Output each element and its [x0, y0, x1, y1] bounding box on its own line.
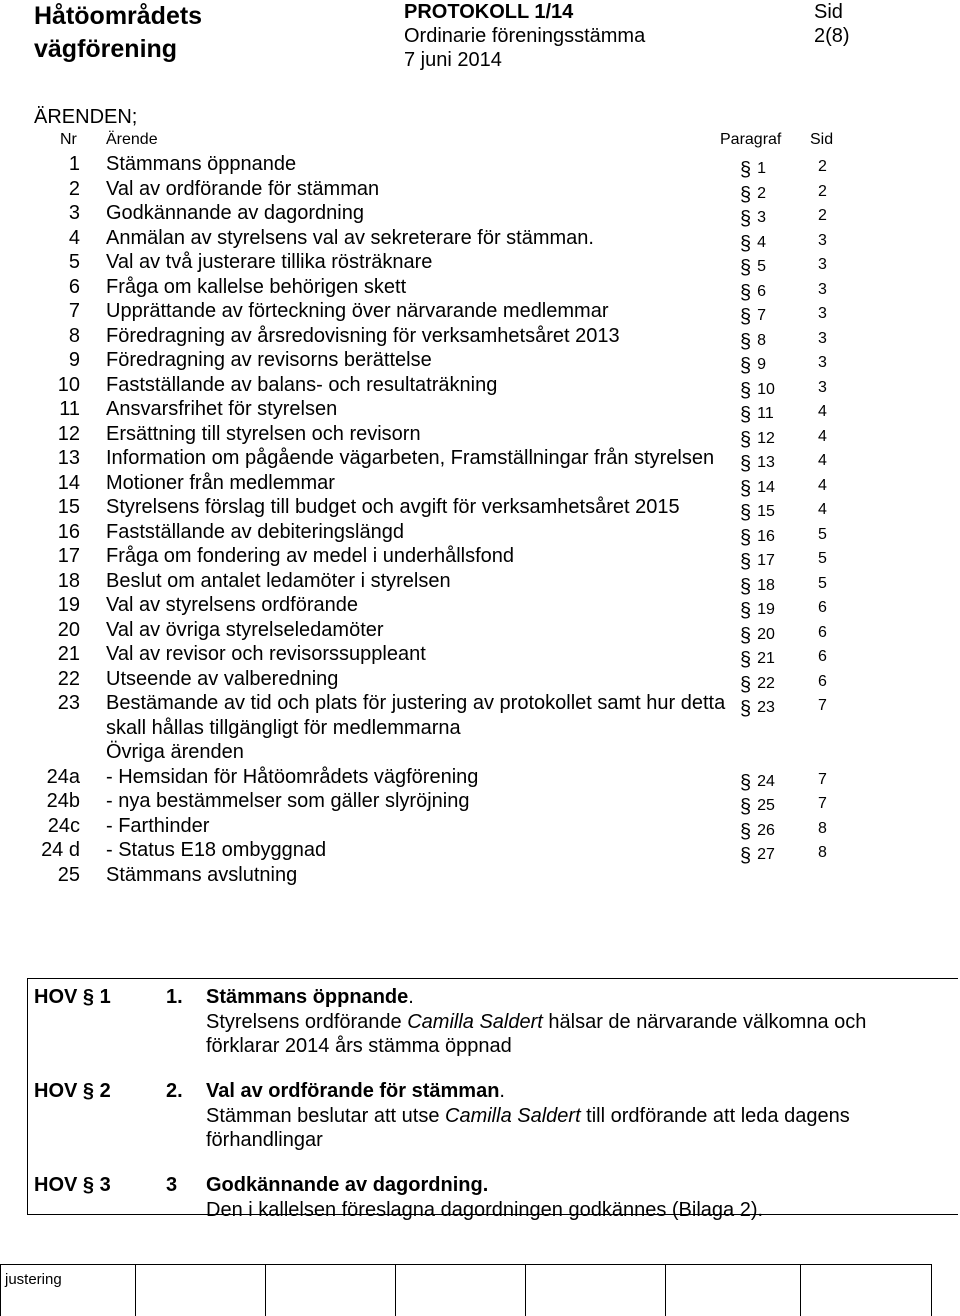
agenda-text: - Hemsidan för Håtöområdets vägförening [106, 765, 479, 788]
agenda-sid: 3 [818, 256, 827, 273]
hov-person-name: Camilla Saldert [445, 1104, 581, 1127]
agenda-nr: 9 [68, 349, 80, 371]
hov-label: HOV § 1 [34, 986, 111, 1008]
footer-justering [0, 1264, 960, 1315]
agenda-sid: 2 [818, 207, 827, 224]
hov-heading: Stämmans öppnande [206, 986, 409, 1008]
agenda-text: Övriga ärenden [106, 741, 244, 763]
paragraf-number: 3 [757, 209, 767, 226]
agenda-text: Föredragning av revisorns berättelse [106, 349, 432, 371]
agenda-sid: 5 [818, 574, 827, 592]
paragraf-number: 13 [757, 454, 775, 471]
agenda-nr: 24b [46, 790, 80, 812]
paragraph-mark: § [740, 355, 752, 377]
agenda-nr: 24c [47, 814, 80, 837]
agenda-nr: 7 [68, 300, 80, 322]
hov-text-a: Den i kallelsen föreslagna dagordningen godkännes (Bilaga 2). [206, 1198, 764, 1221]
agenda-text: Fråga om kallelse behörigen skett [106, 275, 407, 298]
paragraph-mark: § [740, 379, 752, 402]
paragraf-number: 15 [757, 503, 775, 520]
agenda-row [0, 618, 960, 647]
agenda-sid: 3 [818, 378, 827, 396]
agenda-sid: 4 [818, 403, 827, 420]
hov-heading-line [206, 1173, 926, 1198]
protocol-title: PROTOKOLL 1/14 [404, 1, 574, 23]
agenda-nr: 8 [68, 324, 80, 347]
hov-body [206, 985, 926, 1059]
paragraf-number: 6 [757, 282, 767, 300]
paragraf-number: 24 [757, 772, 775, 790]
paragraf-number: 11 [757, 405, 774, 422]
organization-name [34, 0, 202, 66]
paragraph-mark: § [740, 453, 752, 475]
agenda-row [0, 299, 960, 328]
col-nr-header: Nr [60, 131, 77, 148]
protocol-info [404, 0, 645, 72]
paragraf-number: 10 [757, 380, 775, 398]
footer-cell [800, 1264, 932, 1316]
agenda-row [0, 226, 960, 255]
agenda-nr: 24a [46, 765, 80, 788]
agenda-text: Val av ordförande för stämman [106, 177, 380, 200]
agenda-sid: 4 [818, 427, 827, 445]
agenda-header-row [0, 130, 960, 152]
paragraf-number: 1 [757, 160, 767, 177]
agenda-sid: 4 [818, 476, 827, 494]
agenda-sid: 6 [818, 672, 827, 690]
org-name-line1: Håtöområdets [34, 2, 203, 30]
paragraph-mark: § [740, 428, 752, 451]
agenda-text: Föredragning av årsredovisning för verksamhetsåret 2013 [106, 324, 620, 347]
paragraf-number: 18 [757, 576, 775, 594]
paragraph-mark: § [740, 281, 752, 304]
footer-cell [525, 1264, 666, 1316]
agenda-sid: 5 [818, 525, 827, 543]
agenda-nr: 25 [57, 863, 80, 886]
agenda-nr: 18 [57, 569, 80, 592]
agenda-sid: 3 [818, 329, 827, 347]
agenda-row [0, 422, 960, 451]
agenda-row [0, 789, 960, 818]
minutes-section [27, 978, 958, 1221]
paragraph-mark: § [740, 575, 752, 598]
paragraph-mark: § [740, 624, 752, 647]
hov-label: HOV § 3 [34, 1174, 111, 1196]
agenda-sid: 8 [818, 844, 827, 861]
agenda-sid: 7 [818, 770, 827, 788]
agenda-row [0, 569, 960, 598]
paragraph-mark: § [740, 183, 752, 206]
agenda-nr: 20 [57, 618, 80, 641]
agenda-row [0, 275, 960, 304]
agenda-sid: 7 [818, 795, 827, 812]
agenda-sid: 4 [818, 501, 827, 518]
hov-heading-line [206, 985, 926, 1010]
agenda-paragraf [740, 694, 775, 721]
agenda-sid: 6 [818, 648, 827, 665]
agenda-sid: 5 [818, 550, 827, 567]
agenda-nr: 4 [68, 226, 80, 249]
agenda-nr: 12 [57, 422, 80, 445]
agenda-text: Val av två justerare tillika rösträknare [106, 251, 433, 273]
paragraph-mark: § [740, 257, 752, 279]
agenda-nr: 19 [57, 594, 80, 616]
paragraph-mark: § [740, 526, 752, 549]
agenda-text: Ersättning till styrelsen och revisorn [106, 422, 421, 445]
footer-cell [665, 1264, 801, 1316]
agenda-text: Stämmans öppnande [106, 153, 297, 175]
agenda-nr: 11 [59, 398, 80, 420]
paragraf-number: 9 [757, 356, 767, 373]
agenda-text: Stämmans avslutning [106, 863, 298, 886]
agenda-sid: 4 [818, 452, 827, 469]
paragraf-number: 23 [757, 699, 775, 716]
page-number [814, 0, 850, 48]
agenda-nr: 13 [57, 447, 80, 469]
agenda-nr: 6 [68, 275, 80, 298]
agenda-row [0, 667, 960, 696]
paragraph-mark: § [740, 600, 752, 622]
hov-heading-end: . [499, 1080, 505, 1102]
agenda-text: Fråga om fondering av medel i underhållsfond [106, 545, 515, 567]
footer-cell [135, 1264, 266, 1316]
paragraf-number: 20 [757, 625, 775, 643]
agenda-row [0, 348, 960, 377]
agenda-row [0, 593, 960, 622]
paragraf-number: 8 [757, 331, 767, 349]
agenda-row [0, 177, 960, 206]
paragraf-number: 21 [757, 650, 775, 667]
agenda-nr: 1 [68, 153, 80, 175]
paragraph-mark: § [740, 820, 752, 843]
col-paragraf-header: Paragraf [720, 131, 782, 148]
agenda-text: Beslut om antalet ledamöter i styrelsen [106, 569, 451, 592]
org-name-line2: vägförening [34, 35, 178, 63]
paragraf-number: 12 [757, 429, 775, 447]
agenda-sid: 2 [818, 158, 827, 175]
paragraph-mark: § [740, 159, 752, 181]
agenda-row [0, 544, 960, 573]
agenda-text: Motioner från medlemmar [106, 471, 335, 494]
paragraf-number: 5 [757, 258, 767, 275]
agenda-row [0, 152, 960, 181]
agenda-nr: 22 [57, 667, 80, 690]
paragraph-mark: § [740, 306, 752, 328]
hov-heading: Val av ordförande för stämman [206, 1080, 500, 1102]
agenda-row [0, 471, 960, 500]
paragraf-number: 27 [757, 846, 775, 863]
paragraph-mark: § [740, 477, 752, 500]
paragraph-mark: § [740, 551, 752, 573]
paragraph-mark: § [740, 845, 752, 867]
hov-text-a: Stämman beslutar att utse [206, 1104, 446, 1127]
agenda-text: Bestämande av tid och plats för justering av protokollet samt hur detta skall hållas tillgängligt för medlemmarna [106, 692, 726, 739]
paragraf-number: 22 [757, 674, 775, 692]
paragraf-number: 2 [757, 184, 767, 202]
paragraf-number: 17 [757, 552, 775, 569]
hov-body [206, 1173, 926, 1222]
agenda-row [0, 740, 960, 765]
agenda-text: Anmälan av styrelsens val av sekreterare för stämman. [106, 226, 594, 249]
agenda-row [0, 691, 960, 740]
paragraf-number: 16 [757, 527, 775, 545]
agenda-nr: 21 [57, 643, 80, 665]
hov-number: 3 [166, 1174, 178, 1196]
agenda-sid: 3 [818, 305, 827, 322]
agenda-nr: 10 [57, 373, 80, 396]
agenda-row [0, 863, 960, 888]
hov-body [206, 1079, 926, 1153]
paragraph-mark: § [740, 673, 752, 696]
agenda-row [0, 814, 960, 843]
agenda-rows [0, 152, 960, 887]
paragraph-mark: § [740, 502, 752, 524]
agenda-sid: 6 [818, 623, 827, 641]
paragraph-mark: § [740, 330, 752, 353]
sid-value: 2(8) [814, 25, 850, 47]
paragraph-mark: § [740, 698, 752, 720]
agenda-nr: 15 [57, 496, 80, 518]
paragraph-mark: § [740, 232, 752, 255]
col-arende-header: Ärende [106, 131, 158, 148]
paragraf-number: 4 [757, 233, 767, 251]
agenda-sid: 6 [818, 599, 827, 616]
agenda-nr: 23 [57, 692, 80, 714]
agenda-nr: 14 [57, 471, 80, 494]
hov-text [206, 1198, 926, 1223]
agenda-text: Fastställande av debiteringslängd [106, 520, 404, 543]
agenda-nr: 2 [68, 177, 80, 200]
agenda-sid: 3 [818, 280, 827, 298]
agenda-title: ÄRENDEN; [34, 106, 138, 128]
col-sid-header: Sid [810, 131, 834, 148]
hov-heading-end: . [408, 986, 414, 1008]
footer-label: justering [5, 1271, 62, 1288]
agenda-text: Val av revisor och revisorssuppleant [106, 643, 426, 665]
agenda-table [0, 130, 960, 887]
hov-heading: Godkännande av dagordning. [206, 1174, 489, 1196]
agenda-text: Val av styrelsens ordförande [106, 594, 358, 616]
agenda-text: Val av övriga styrelseledamöter [106, 618, 384, 641]
agenda-text: - Status E18 ombyggnad [106, 839, 327, 861]
agenda-row [0, 397, 960, 426]
hov-text [206, 1010, 926, 1059]
meeting-date: 7 juni 2014 [404, 49, 502, 71]
paragraf-number: 19 [757, 601, 775, 618]
hov-heading-line [206, 1079, 926, 1104]
agenda-sid: 3 [818, 354, 827, 371]
paragraf-number: 26 [757, 821, 775, 839]
agenda-row [0, 495, 960, 524]
agenda-sid: 2 [818, 182, 827, 200]
agenda-nr: 24 d [41, 839, 80, 861]
agenda-row [0, 765, 960, 794]
agenda-nr: 16 [57, 520, 80, 543]
agenda-text: Information om pågående vägarbeten, Framställningar från styrelsen [106, 447, 715, 469]
hov-text-a: Styrelsens ordförande [206, 1010, 408, 1033]
agenda-text: Godkännande av dagordning [106, 202, 364, 224]
hov-text-b: hälsar de närvarande välkomna och förklarar 2014 års stämma öppnad [206, 1010, 867, 1057]
paragraf-number: 7 [757, 307, 767, 324]
hov-number: 2. [166, 1080, 183, 1102]
agenda-text: Utseende av valberedning [106, 667, 339, 690]
hov-person-name: Camilla Saldert [407, 1010, 543, 1033]
agenda-row [0, 373, 960, 402]
paragraph-mark: § [740, 208, 752, 230]
agenda-nr: 5 [68, 251, 80, 273]
agenda-text: - Farthinder [106, 814, 210, 837]
agenda-row [0, 201, 960, 230]
agenda-sid: 7 [818, 697, 827, 714]
agenda-text: Upprättande av förteckning över närvarande medlemmar [106, 300, 609, 322]
hov-label: HOV § 2 [34, 1080, 111, 1102]
agenda-nr: 17 [57, 545, 80, 567]
agenda-row [0, 838, 960, 867]
agenda-sid: 3 [818, 231, 827, 249]
agenda-text: Styrelsens förslag till budget och avgift för verksamhetsåret 2015 [106, 496, 680, 518]
agenda-text: Fastställande av balans- och resultaträkning [106, 373, 498, 396]
paragraph-mark: § [740, 771, 752, 794]
sid-label: Sid [814, 1, 843, 23]
agenda-row [0, 446, 960, 475]
agenda-sid: 8 [818, 819, 827, 837]
agenda-row [0, 520, 960, 549]
paragraph-mark: § [740, 796, 752, 818]
hov-number: 1. [166, 986, 183, 1008]
footer-cell [0, 1264, 136, 1316]
paragraph-mark: § [740, 404, 752, 426]
agenda-nr: 3 [68, 202, 80, 224]
agenda-row [0, 642, 960, 671]
page-header [0, 0, 960, 80]
footer-cell [395, 1264, 526, 1316]
hov-text-b: till ordförande att leda dagens förhandlingar [206, 1104, 850, 1151]
agenda-text: - nya bestämmelser som gäller slyröjning [106, 790, 470, 812]
paragraph-mark: § [740, 649, 752, 671]
agenda-row [0, 250, 960, 279]
hov-text [206, 1104, 926, 1153]
footer-cell [265, 1264, 396, 1316]
agenda-text: Ansvarsfrihet för styrelsen [106, 398, 338, 420]
agenda-row [0, 324, 960, 353]
paragraf-number: 25 [757, 797, 775, 814]
paragraf-number: 14 [757, 478, 775, 496]
meeting-type: Ordinarie föreningsstämma [404, 25, 646, 47]
